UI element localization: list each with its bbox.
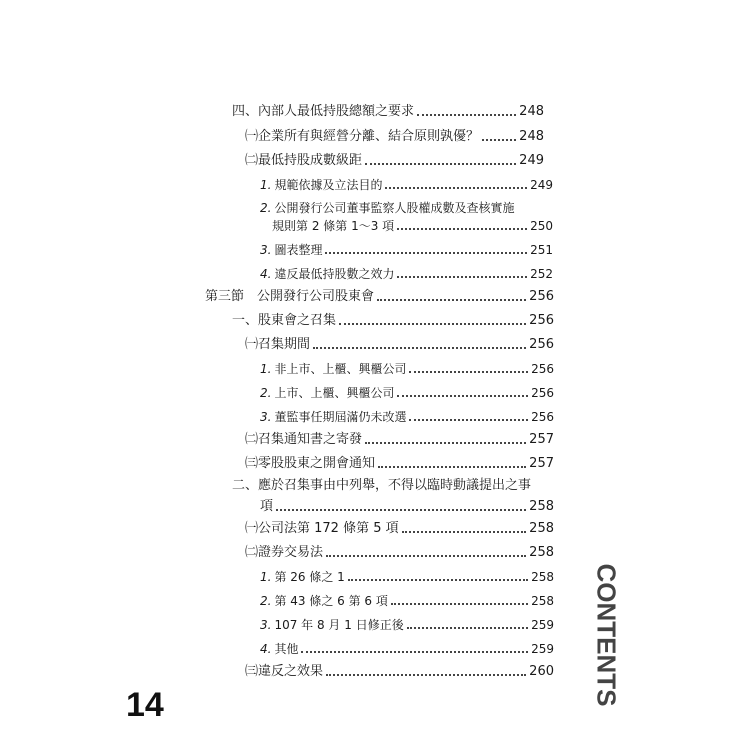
- toc-entry-label: 違反最低持股數之效力: [274, 267, 395, 281]
- toc-entry-label: 上市、上櫃、興櫃公司: [274, 386, 395, 400]
- toc-entry-label: 四、內部人最低持股總額之要求: [232, 104, 415, 119]
- toc-page-number: 256: [529, 337, 554, 352]
- toc-entry-number: 2.: [260, 386, 272, 400]
- toc-entry[interactable]: [245, 337, 554, 353]
- toc-entry-number: 4.: [260, 642, 272, 656]
- toc-entry-label: 非上市、上櫃、興櫃公司: [274, 362, 407, 376]
- dot-leader: [391, 603, 528, 605]
- toc-entry-label: ㈠公司法第 172 條第 5 項: [245, 521, 399, 536]
- dot-leader: [326, 674, 526, 676]
- dot-leader: [339, 323, 526, 325]
- dot-leader: [313, 347, 526, 349]
- toc-page-number: 259: [531, 618, 554, 632]
- toc-page-number: 252: [530, 267, 553, 281]
- dot-leader: [409, 419, 528, 421]
- toc-entry-line[interactable]: [232, 478, 531, 494]
- toc-page-number: 258: [531, 570, 554, 584]
- toc-entry-label: ㈠企業所有與經營分離、結合原則孰優？: [245, 129, 480, 144]
- toc-page-number: 256: [531, 410, 554, 424]
- toc-entry[interactable]: [245, 129, 544, 145]
- dot-leader: [365, 163, 516, 165]
- toc-entry-label: 107 年 8 月 1 日修正後: [274, 618, 404, 632]
- toc-entry-label: 規範依據及立法目的: [274, 178, 383, 192]
- toc-entry-label: ㈠召集期間: [245, 337, 311, 352]
- toc-entry-label: 規則第 2 條第 1〜3 項: [272, 219, 395, 233]
- dot-leader: [378, 466, 526, 468]
- side-section-label: [584, 563, 628, 707]
- toc-entry[interactable]: [260, 617, 554, 633]
- toc-page-number: 251: [530, 243, 553, 257]
- toc-page-number: 257: [529, 432, 554, 447]
- toc-entry-label: 第 26 條之 1: [274, 570, 345, 584]
- toc-entry-label: ㈡召集通知書之寄發: [245, 432, 363, 447]
- toc-entry[interactable]: [232, 313, 554, 329]
- toc-page-number: 256: [529, 289, 554, 304]
- dot-leader: [377, 299, 526, 301]
- toc-entry[interactable]: [272, 218, 553, 234]
- toc-entry-label: 二、應於召集事由中列舉，不得以臨時動議提出之事: [232, 478, 532, 493]
- dot-leader: [482, 139, 516, 141]
- toc-entry-label: 一、股東會之召集: [232, 313, 337, 328]
- toc-entry-number: 4.: [260, 267, 272, 281]
- toc-page-number: 256: [531, 386, 554, 400]
- toc-entry-label: ㈢零股股東之開會通知: [245, 456, 376, 471]
- toc-entry[interactable]: [260, 593, 554, 609]
- dot-leader: [325, 252, 527, 254]
- page-number-folio: 14: [126, 686, 164, 724]
- toc-entry[interactable]: [245, 545, 554, 561]
- toc-entry-number: 3.: [260, 243, 272, 257]
- toc-entry-label: ㈡證券交易法: [245, 545, 324, 560]
- toc-entry[interactable]: [245, 521, 554, 537]
- toc-page-number: 248: [519, 129, 544, 144]
- toc-page-number: 258: [531, 594, 554, 608]
- toc-page-number: 250: [530, 219, 553, 233]
- toc-entry-label: ㈢違反之效果: [245, 664, 324, 679]
- toc-page-number: 256: [529, 313, 554, 328]
- toc-entry[interactable]: [260, 409, 554, 425]
- contents-label: CONTENTS: [591, 563, 622, 707]
- dot-leader: [365, 442, 526, 444]
- dot-leader: [385, 187, 527, 189]
- toc-entry-number: 1.: [260, 570, 272, 584]
- dot-leader: [397, 395, 528, 397]
- dot-leader: [348, 579, 528, 581]
- toc-page-number: 249: [519, 153, 544, 168]
- toc-entry-number: 3.: [260, 618, 272, 632]
- toc-page-number: 248: [519, 104, 544, 119]
- toc-page-number: 256: [531, 362, 554, 376]
- toc-entry[interactable]: [260, 361, 554, 377]
- toc-entry-label: 項: [260, 499, 274, 514]
- toc-entry[interactable]: [260, 242, 553, 258]
- toc-entry[interactable]: [260, 499, 554, 515]
- dot-leader: [326, 555, 526, 557]
- toc-entry-label: 其他: [274, 642, 299, 656]
- toc-page-number: 260: [529, 664, 554, 679]
- toc-entry-line[interactable]: [260, 200, 514, 216]
- toc-entry[interactable]: [245, 153, 544, 169]
- toc-page-number: 258: [529, 521, 554, 536]
- toc-entry[interactable]: [260, 385, 554, 401]
- toc-page-number: 249: [530, 178, 553, 192]
- toc-entry[interactable]: [245, 456, 554, 472]
- dot-leader: [409, 371, 528, 373]
- dot-leader: [276, 509, 526, 511]
- dot-leader: [301, 651, 528, 653]
- dot-leader: [402, 531, 527, 533]
- toc-entry-number: 2.: [260, 201, 272, 215]
- dot-leader: [397, 228, 527, 230]
- toc-entry-number: 1.: [260, 178, 272, 192]
- toc-entry-number: 3.: [260, 410, 272, 424]
- toc-entry-label: ㈡最低持股成數級距: [245, 153, 363, 168]
- dot-leader: [407, 627, 528, 629]
- toc-entry-number: 2.: [260, 594, 272, 608]
- toc-entry-label: 第 43 條之 6 第 6 項: [274, 594, 388, 608]
- toc-entry[interactable]: [260, 177, 553, 193]
- toc-entry[interactable]: [260, 266, 553, 282]
- toc-entry[interactable]: [205, 289, 554, 305]
- toc-entry[interactable]: [232, 104, 544, 120]
- toc-entry[interactable]: [260, 569, 554, 585]
- toc-entry[interactable]: [260, 641, 554, 657]
- dot-leader: [397, 276, 527, 278]
- toc-entry-label: 圖表整理: [274, 243, 323, 257]
- toc-entry-label: 董監事任期屆滿仍未改選: [274, 410, 407, 424]
- dot-leader: [417, 114, 516, 116]
- toc-page-number: 258: [529, 545, 554, 560]
- toc-entry[interactable]: [245, 432, 554, 448]
- toc-entry[interactable]: [245, 664, 554, 680]
- toc-page-number: 258: [529, 499, 554, 514]
- toc-page-number: 257: [529, 456, 554, 471]
- toc-page-number: 259: [531, 642, 554, 656]
- toc-entry-label: 第三節 公開發行公司股東會: [205, 289, 375, 304]
- toc-entry-label: 公開發行公司董事監察人股權成數及查核實施: [274, 201, 515, 215]
- toc-entry-number: 1.: [260, 362, 272, 376]
